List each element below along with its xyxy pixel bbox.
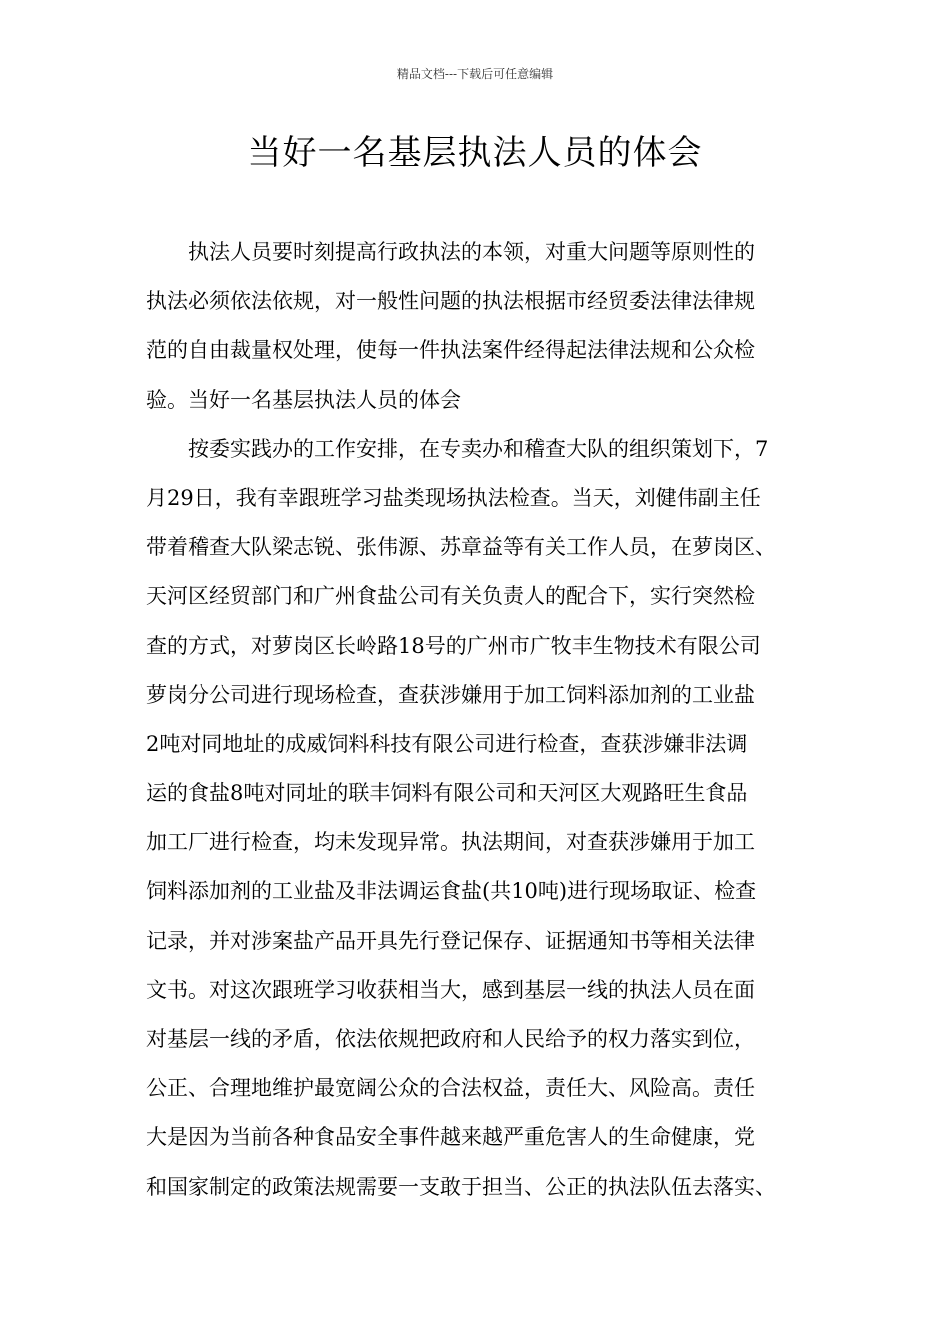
text-line: 饲料添加剂的工业盐及非法调运食盐(共10吨)进行现场取证、检查 [146,879,757,904]
text-line: 带着稽查大队梁志锐、张伟源、苏章益等有关工作人员，在萝岗区、 [146,535,776,560]
text-line: 查的方式，对萝岗区长岭路18号的广州市广牧丰生物技术有限公司 [146,633,761,658]
document-title: 当好一名基层执法人员的体会 [247,133,703,173]
text-line: 范的自由裁量权处理，使每一件执法案件经得起法律法规和公众检 [146,338,755,363]
text-line: 文书。对这次跟班学习收获相当大，感到基层一线的执法人员在面 [146,977,755,1002]
text-line: 大是因为当前各种食品安全事件越来越严重危害人的生命健康，党 [146,1125,755,1150]
text-line: 验。当好一名基层执法人员的体会 [146,387,461,412]
header-note: 精品文档---下载后可任意编辑 [396,67,554,81]
text-line: 萝岗分公司进行现场检查，查获涉嫌用于加工饲料添加剂的工业盐 [146,682,755,707]
text-line: 公正、合理地维护最宽阔公众的合法权益，责任大、风险高。责任 [146,1076,755,1101]
text-line: 按委实践办的工作安排，在专卖办和稽查大队的组织策划下，7 [188,436,769,461]
text-line: 记录，并对涉案盐产品开具先行登记保存、证据通知书等相关法律 [146,928,755,953]
text-line: 和国家制定的政策法规需要一支敢于担当、公正的执法队伍去落实、 [146,1174,776,1199]
text-line: 执法人员要时刻提高行政执法的本领，对重大问题等原则性的 [188,240,755,264]
text-line: 2吨对同地址的成威饲料科技有限公司进行检查，查获涉嫌非法调 [146,731,748,756]
body-text [146,228,810,1212]
text-line: 运的食盐8吨对同址的联丰饲料有限公司和天河区大观路旺生食品 [146,781,748,806]
text-line: 执法必须依法依规，对一般性问题的执法根据市经贸委法律法律规 [146,289,755,314]
text-line: 月29日，我有幸跟班学习盐类现场执法检查。当天，刘健伟副主任 [146,485,761,510]
text-line: 对基层一线的矛盾，依法依规把政府和人民给予的权力落实到位， [146,1027,755,1051]
text-line: 加工厂进行检查，均未发现异常。执法期间，对查获涉嫌用于加工 [146,830,755,855]
text-line: 天河区经贸部门和广州食盐公司有关负责人的配合下，实行突然检 [146,584,755,609]
